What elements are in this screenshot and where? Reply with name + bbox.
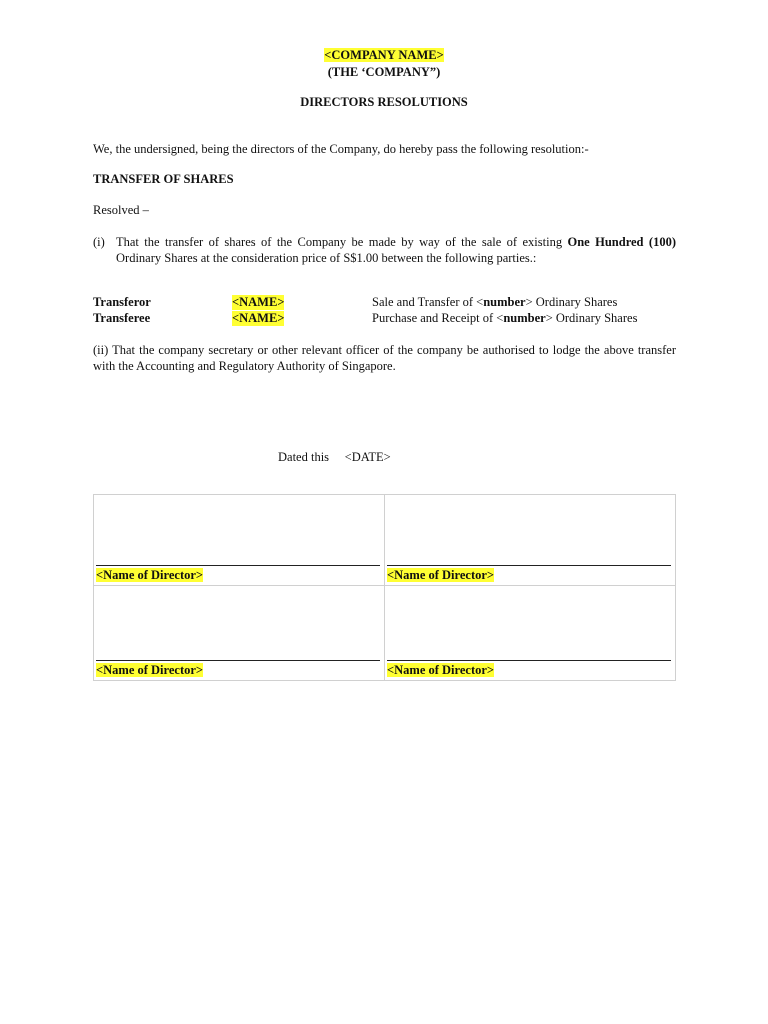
resolution-i-bold-1: One Hundred [567, 235, 644, 249]
document-title: DIRECTORS RESOLUTIONS [300, 95, 468, 109]
director-name: <Name of Director> [387, 663, 495, 677]
party-desc-post: > Ordinary Shares [545, 311, 638, 325]
party-name: <NAME> [232, 311, 285, 325]
resolution-i-bold-2: (100) [648, 235, 676, 249]
intro-paragraph: We, the undersigned, being the directors of the Company, do hereby pass the following resolution:- [93, 142, 589, 156]
signature-line [96, 660, 380, 661]
director-name: <Name of Director> [387, 568, 495, 582]
party-role: Transferor [93, 295, 151, 309]
signature-cell [385, 586, 676, 681]
party-desc-bold: number [483, 295, 526, 309]
resolution-i-marker: (i) [93, 235, 105, 249]
signature-line [387, 660, 671, 661]
director-name: <Name of Director> [96, 568, 204, 582]
signature-table [93, 494, 676, 681]
dated-value: <DATE> [344, 450, 391, 464]
section-title: TRANSFER OF SHARES [93, 172, 234, 186]
resolution-ii: (ii) That the company secretary or other relevant officer of the company be authorised to lodge the above transfer with the Accounting and Regulatory Authority of Singapore. [93, 343, 676, 373]
signature-cell [94, 586, 385, 681]
party-desc-post: > Ordinary Shares [525, 295, 618, 309]
party-description [372, 311, 637, 326]
signature-cell [94, 495, 385, 586]
party-description [372, 295, 617, 310]
signature-cell [385, 495, 676, 586]
party-role: Transferee [93, 311, 151, 325]
party-desc-bold: number [503, 311, 546, 325]
company-name: <COMPANY NAME> [324, 48, 444, 62]
director-name: <Name of Director> [96, 663, 204, 677]
resolution-i-text-post: Ordinary Shares at the consideration price of S$1.00 between the following parties.: [116, 251, 537, 265]
resolution-i-text-pre: That the transfer of shares of the Company be made by way of the sale of existing [116, 235, 563, 249]
dated-label: Dated this [278, 450, 330, 464]
party-desc-pre: Sale and Transfer of < [372, 295, 484, 309]
signature-line [96, 565, 380, 566]
party-name: <NAME> [232, 295, 285, 309]
company-name-line [0, 48, 768, 63]
signature-line [387, 565, 671, 566]
resolution-i [93, 234, 676, 266]
company-alias: (THE ‘COMPANY”) [327, 65, 441, 79]
party-desc-pre: Purchase and Receipt of < [372, 311, 504, 325]
dated-line [278, 450, 391, 465]
resolved-label: Resolved – [93, 203, 149, 217]
